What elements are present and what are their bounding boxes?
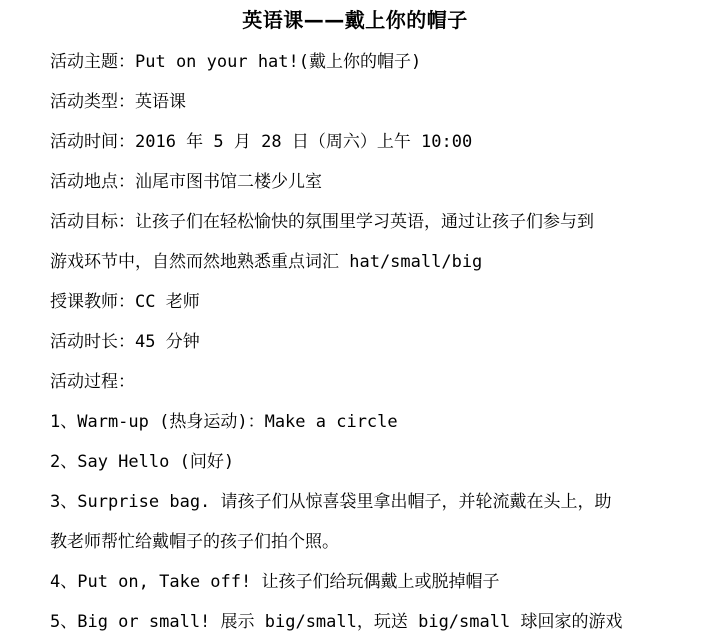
activity-goal-continuation-line: 游戏环节中，自然而然地熟悉重点词汇 hat/small/big: [50, 252, 483, 272]
process-step-3-line: 3、Surprise bag. 请孩子们从惊喜袋里拿出帽子，并轮流戴在头上，助: [50, 492, 612, 512]
activity-goal-line: 活动目标：让孩子们在轻松愉快的氛围里学习英语，通过让孩子们参与到: [50, 212, 594, 232]
activity-type-line: 活动类型：英语课: [50, 92, 186, 112]
document-body: [50, 42, 700, 642]
process-step-1-line: 1、Warm-up (热身运动)：Make a circle: [50, 412, 398, 432]
process-step-3-continuation-line: 教老师帮忙给戴帽子的孩子们拍个照。: [50, 532, 339, 552]
process-step-4-line: 4、Put on, Take off! 让孩子们给玩偶戴上或脱掉帽子: [50, 572, 500, 592]
process-heading-line: 活动过程：: [50, 372, 135, 392]
activity-time-line: 活动时间：2016 年 5 月 28 日（周六）上午 10:00: [50, 132, 473, 152]
teacher-line: 授课教师：CC 老师: [50, 292, 200, 312]
process-step-5-line: 5、Big or small! 展示 big/small，玩送 big/small 球回家的游戏: [50, 612, 623, 632]
duration-line: 活动时长：45 分钟: [50, 332, 200, 352]
activity-theme-line: 活动主题：Put on your hat!(戴上你的帽子): [50, 52, 422, 72]
activity-location-line: 活动地点：汕尾市图书馆二楼少儿室: [50, 172, 322, 192]
document-title: 英语课——戴上你的帽子: [242, 8, 468, 32]
process-step-2-line: 2、Say Hello (问好): [50, 452, 235, 472]
